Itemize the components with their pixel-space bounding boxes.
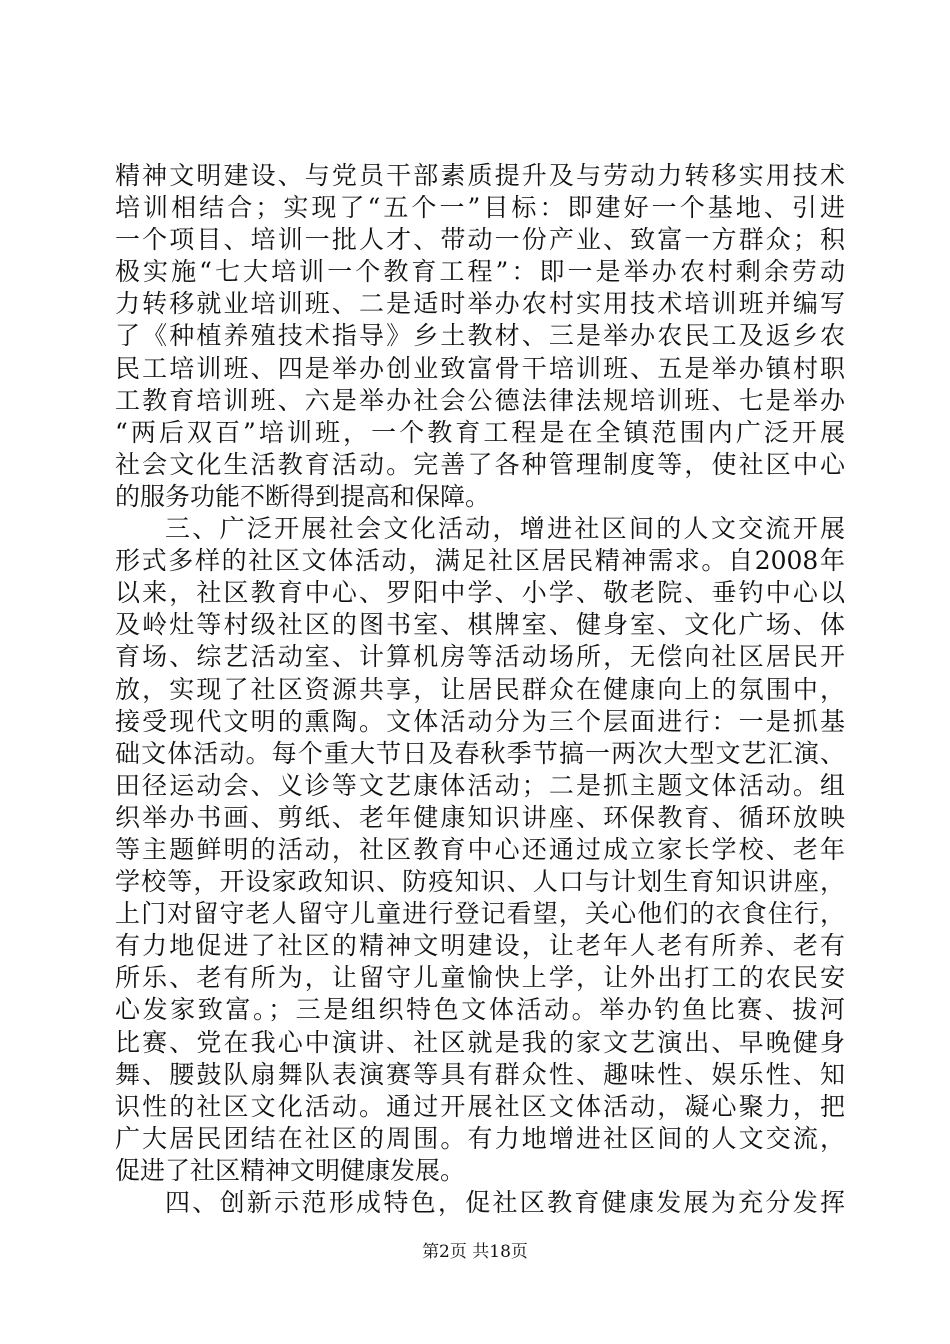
text-line: 广大居民团结在社区的周围。有力地增进社区间的人文交流， [115, 1123, 845, 1153]
text-line: 础文体活动。每个重大节日及春秋季节搞一两次大型文艺汇演、 [115, 738, 845, 768]
page-number-footer: 第2页 共18页 [422, 1242, 528, 1262]
text-line: 织举办书画、剪纸、老年健康知识讲座、环保教育、循环放映 [115, 802, 845, 832]
text-line: 育场、综艺活动室、计算机房等活动场所，无偿向社区居民开 [115, 642, 845, 672]
text-line: 工教育培训班、六是举办社会公德法律法规培训班、七是举办 [115, 385, 845, 415]
text-line: 田径运动会、义诊等文艺康体活动；二是抓主题文体活动。组 [115, 770, 845, 800]
text-line: 识性的社区文化活动。通过开展社区文体活动，凝心聚力，把 [115, 1091, 845, 1121]
text-line: 等主题鲜明的活动，社区教育中心还通过成立家长学校、老年 [115, 834, 845, 864]
text-line: 接受现代文明的熏陶。文体活动分为三个层面进行：一是抓基 [115, 706, 845, 736]
text-line: 形式多样的社区文体活动，满足社区居民精神需求。自2008年 [115, 546, 845, 576]
paragraph-end-line: 的服务功能不断得到提高和保障。 [115, 481, 491, 511]
text-line: 上门对留守老人留守儿童进行登记看望，关心他们的衣食住行， [115, 899, 845, 929]
paragraph-end-line: 促进了社区精神文明健康发展。 [115, 1155, 466, 1185]
text-line: 所乐、老有所为，让留守儿童愉快上学，让外出打工的农民安 [115, 963, 845, 993]
text-line: 一个项目、培训一批人才、带动一份产业、致富一方群众；积 [115, 225, 845, 255]
text-line: “两后双百”培训班，一个教育工程是在全镇范围内广泛开展 [115, 417, 845, 447]
text-line: 放，实现了社区资源共享，让居民群众在健康向上的氛围中， [115, 674, 845, 704]
text-line: 力转移就业培训班、二是适时举办农村实用技术培训班并编写 [115, 289, 845, 319]
text-line: 民工培训班、四是举办创业致富骨干培训班、五是举办镇村职 [115, 353, 845, 383]
text-line: 学校等，开设家政知识、防疫知识、人口与计划生育知识讲座， [115, 867, 845, 897]
text-line: 培训相结合；实现了“五个一”目标：即建好一个基地、引进 [115, 193, 845, 223]
text-line: 心发家致富。；三是组织特色文体活动。举办钓鱼比赛、拔河 [115, 995, 845, 1025]
text-line: 舞、腰鼓队扇舞队表演赛等具有群众性、趣味性、娱乐性、知 [115, 1059, 845, 1089]
text-line: 极实施“七大培训一个教育工程”：即一是举办农村剩余劳动 [115, 257, 845, 287]
text-line: 有力地促进了社区的精神文明建设，让老年人老有所养、老有 [115, 931, 845, 961]
text-line: 以来，社区教育中心、罗阳中学、小学、敬老院、垂钓中心以 [115, 578, 845, 608]
text-line: 精神文明建设、与党员干部素质提升及与劳动力转移实用技术 [115, 161, 845, 190]
text-line: 比赛、党在我心中演讲、社区就是我的家文艺演出、早晚健身 [115, 1027, 845, 1057]
text-line: 社会文化生活教育活动。完善了各种管理制度等，使社区中心 [115, 449, 845, 479]
paragraph-start-line: 三、广泛开展社会文化活动，增进社区间的人文交流开展 [165, 514, 845, 544]
text-line: 了《种植养殖技术指导》乡土教材、三是举办农民工及返乡农 [115, 321, 845, 351]
text-line: 及岭灶等村级社区的图书室、棋牌室、健身室、文化广场、体 [115, 610, 845, 640]
document-body [115, 160, 845, 1219]
paragraph-start-line: 四、创新示范形成特色，促社区教育健康发展为充分发挥 [165, 1188, 845, 1217]
